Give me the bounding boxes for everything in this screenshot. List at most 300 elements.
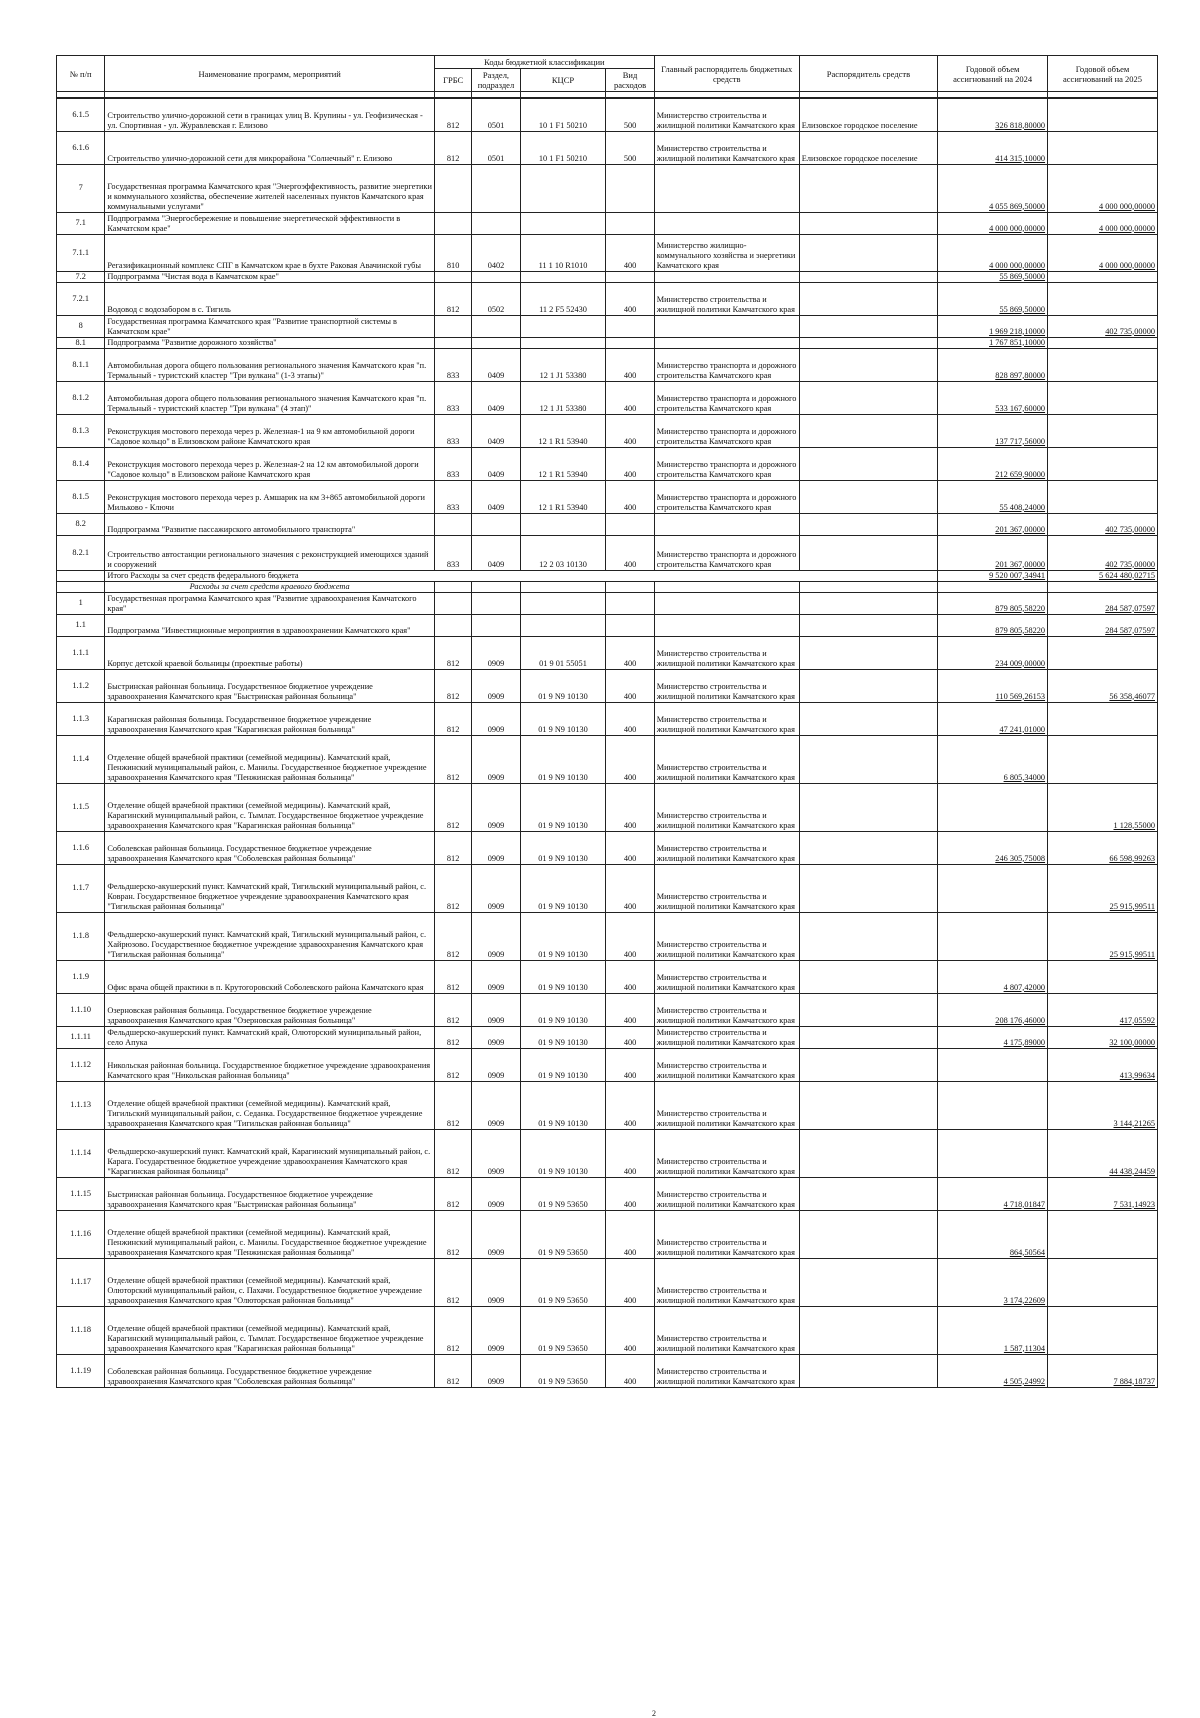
table-row xyxy=(57,993,1158,1026)
cell-section: 0909 xyxy=(472,636,520,669)
header-manager: Распорядитель средств xyxy=(799,56,937,92)
cell-vol-2025 xyxy=(1048,702,1158,735)
cell-main-manager xyxy=(654,164,799,212)
table-row xyxy=(57,535,1158,570)
cell-main-manager: Министерство строительства и жилищной политики Камчатского края xyxy=(654,831,799,864)
cell-vol-2024: 4 000 000,00000 xyxy=(938,234,1048,271)
cell-grbs: 812 xyxy=(434,1258,471,1306)
header-main-manager: Главный распорядитель бюджетных средств xyxy=(654,56,799,92)
cell-main-manager: Министерство строительства и жилищной политики Камчатского края xyxy=(654,1258,799,1306)
table-row xyxy=(57,348,1158,381)
total-row xyxy=(57,570,1158,581)
cell-vol-2025 xyxy=(1048,1258,1158,1306)
cell-kcsr: 11 2 F5 52430 xyxy=(520,282,606,315)
cell-name: Фельдшерско-акушерский пункт. Камчатский край, Тигильский муниципальный район, с. Хайрюзово. Государственное бюджетное учреждение здравоохранения Камчатского края "Тигильская районная больница" xyxy=(105,912,435,960)
cell-vid: 400 xyxy=(606,348,654,381)
cell-manager xyxy=(799,212,937,234)
cell-num: 1.1.6 xyxy=(57,831,105,864)
cell-num: 6.1.5 xyxy=(57,98,105,131)
cell-main-manager: Министерство строительства и жилищной политики Камчатского края xyxy=(654,702,799,735)
cell-vid: 400 xyxy=(606,1081,654,1129)
cell-main-manager xyxy=(654,212,799,234)
cell-manager xyxy=(799,337,937,348)
cell-main-manager xyxy=(654,513,799,535)
cell-section xyxy=(472,212,520,234)
cell-vol-2024: 201 367,00000 xyxy=(938,513,1048,535)
cell-kcsr: 01 9 N9 10130 xyxy=(520,702,606,735)
cell-vid: 400 xyxy=(606,864,654,912)
cell-name: Реконструкция мостового перехода через р. Амшарик на км 3+865 автомобильной дороги Мильково - Ключи xyxy=(105,480,435,513)
cell-main-manager xyxy=(654,337,799,348)
cell-kcsr xyxy=(520,592,606,614)
cell-manager xyxy=(799,1210,937,1258)
table-row xyxy=(57,1026,1158,1048)
cell-name: Государственная программа Камчатского края "Развитие транспортной системы в Камчатском крае" xyxy=(105,315,435,337)
cell-kcsr xyxy=(520,164,606,212)
table-row xyxy=(57,783,1158,831)
cell-num: 8.2.1 xyxy=(57,535,105,570)
cell-kcsr xyxy=(520,315,606,337)
cell-kcsr: 01 9 N9 10130 xyxy=(520,1129,606,1177)
table-row xyxy=(57,131,1158,164)
cell-vid xyxy=(606,271,654,282)
cell-grbs: 812 xyxy=(434,131,471,164)
cell-kcsr xyxy=(520,513,606,535)
section-row xyxy=(57,581,1158,592)
cell-section: 0409 xyxy=(472,535,520,570)
cell-vol-2024 xyxy=(938,864,1048,912)
table-row xyxy=(57,636,1158,669)
cell-name: Автомобильная дорога общего пользования регионального значения Камчатского края "п. Термальный - туристский кластер "Три вулкана" (4 этап)" xyxy=(105,381,435,414)
cell-vol-2025: 402 735,00000 xyxy=(1048,315,1158,337)
table-row xyxy=(57,1354,1158,1387)
cell-main-manager: Министерство строительства и жилищной политики Камчатского края xyxy=(654,1210,799,1258)
cell-manager xyxy=(799,636,937,669)
cell-section xyxy=(472,337,520,348)
cell-vol-2024: 1 767 851,10000 xyxy=(938,337,1048,348)
cell-manager xyxy=(799,535,937,570)
cell-num: 1.1.3 xyxy=(57,702,105,735)
cell-num: 1.1.10 xyxy=(57,993,105,1026)
cell-main-manager xyxy=(654,614,799,636)
cell-kcsr: 01 9 N9 10130 xyxy=(520,831,606,864)
cell-vol-2024: 1 587,11304 xyxy=(938,1306,1048,1354)
cell-num: 8.1 xyxy=(57,337,105,348)
cell-vid xyxy=(606,164,654,212)
cell-manager xyxy=(799,1177,937,1210)
cell-vol-2024: 4 175,89000 xyxy=(938,1026,1048,1048)
cell-name: Соболевская районная больница. Государственное бюджетное учреждение здравоохранения Камчатского края "Соболевская районная больница" xyxy=(105,1354,435,1387)
cell-vol-2024 xyxy=(938,912,1048,960)
cell-main-manager: Министерство строительства и жилищной политики Камчатского края xyxy=(654,1048,799,1081)
cell-vol-2024: 879 805,58220 xyxy=(938,592,1048,614)
header-kcsr: КЦСР xyxy=(520,69,606,92)
cell-vid: 400 xyxy=(606,1129,654,1177)
cell-main-manager: Министерство строительства и жилищной политики Камчатского края xyxy=(654,98,799,131)
cell-vol-2025: 32 100,00000 xyxy=(1048,1026,1158,1048)
cell-vol-2025 xyxy=(1048,960,1158,993)
cell-vol-2024: 4 055 869,50000 xyxy=(938,164,1048,212)
header-name: Наименование программ, мероприятий xyxy=(105,56,435,92)
cell-section: 0501 xyxy=(472,131,520,164)
cell-kcsr: 01 9 N9 10130 xyxy=(520,669,606,702)
cell-vol-2025: 402 735,00000 xyxy=(1048,513,1158,535)
cell-grbs xyxy=(434,315,471,337)
header-section: Раздел, подраздел xyxy=(472,69,520,92)
cell-num: 7.1.1 xyxy=(57,234,105,271)
cell-manager xyxy=(799,1081,937,1129)
cell-num: 6.1.6 xyxy=(57,131,105,164)
cell-kcsr xyxy=(520,271,606,282)
cell-section: 0909 xyxy=(472,1210,520,1258)
cell-vid: 400 xyxy=(606,381,654,414)
table-row xyxy=(57,960,1158,993)
table-row xyxy=(57,1210,1158,1258)
cell-name: Фельдшерско-акушерский пункт. Камчатский край, Тигильский муниципальный район, с. Ковран. Государственное бюджетное учреждение здравоохранения Камчатского края "Тигильская районная больница" xyxy=(105,864,435,912)
cell-vid xyxy=(606,614,654,636)
table-row xyxy=(57,337,1158,348)
cell-grbs xyxy=(434,337,471,348)
cell-vol-2025 xyxy=(1048,282,1158,315)
cell-name: Государственная программа Камчатского края "Энергоэффективность, развитие энергетики и коммунального хозяйства, обеспечение жителей населенных пунктов Камчатского края коммунальными услугами" xyxy=(105,164,435,212)
cell-name: Быстринская районная больница. Государственное бюджетное учреждение здравоохранения Камчатского края "Быстринская районная больница" xyxy=(105,669,435,702)
cell-main-manager: Министерство строительства и жилищной политики Камчатского края xyxy=(654,1081,799,1129)
cell-kcsr: 01 9 01 55051 xyxy=(520,636,606,669)
cell-vol-2024: 55 869,50000 xyxy=(938,282,1048,315)
cell-vol-2024 xyxy=(938,1081,1048,1129)
table-row xyxy=(57,315,1158,337)
cell-vol-2024: 326 818,80000 xyxy=(938,98,1048,131)
cell-vol-2025 xyxy=(1048,271,1158,282)
cell-num: 8.1.5 xyxy=(57,480,105,513)
cell-vol-2024: 246 305,75008 xyxy=(938,831,1048,864)
cell-name: Отделение общей врачебной практики (семейной медицины). Камчатский край, Карагинский муниципальный район, с. Тымлат. Государственное бюджетное учреждение здравоохранения Камчатского края "Карагинская районная больница" xyxy=(105,783,435,831)
cell-vol-2025 xyxy=(1048,1306,1158,1354)
cell-kcsr: 12 1 R1 53940 xyxy=(520,480,606,513)
cell-kcsr: 01 9 N9 10130 xyxy=(520,735,606,783)
cell-section: 0409 xyxy=(472,480,520,513)
cell-section: 0409 xyxy=(472,414,520,447)
cell-vol-2024 xyxy=(938,783,1048,831)
cell-vol-2025: 7 884,18737 xyxy=(1048,1354,1158,1387)
cell-vid: 400 xyxy=(606,831,654,864)
cell-manager xyxy=(799,1306,937,1354)
table-row xyxy=(57,513,1158,535)
table-row xyxy=(57,1048,1158,1081)
cell-main-manager: Министерство строительства и жилищной политики Камчатского края xyxy=(654,864,799,912)
cell-num: 1.1.13 xyxy=(57,1081,105,1129)
cell-name: Подпрограмма "Чистая вода в Камчатском крае" xyxy=(105,271,435,282)
cell-grbs xyxy=(434,271,471,282)
cell-grbs: 812 xyxy=(434,636,471,669)
cell-main-manager: Министерство строительства и жилищной политики Камчатского края xyxy=(654,636,799,669)
cell-vol-2024: 212 659,90000 xyxy=(938,447,1048,480)
cell-num: 7.2 xyxy=(57,271,105,282)
cell-vid: 400 xyxy=(606,993,654,1026)
cell-main-manager: Министерство строительства и жилищной политики Камчатского края xyxy=(654,1129,799,1177)
cell-vol-2025 xyxy=(1048,348,1158,381)
cell-main-manager: Министерство строительства и жилищной политики Камчатского края xyxy=(654,735,799,783)
cell-vol-2025 xyxy=(1048,735,1158,783)
table-row xyxy=(57,1129,1158,1177)
cell-name: Фельдшерско-акушерский пункт. Камчатский край, Олюторский муниципальный район, село Апука xyxy=(105,1026,435,1048)
cell-main-manager: Министерство транспорта и дорожного строительства Камчатского края xyxy=(654,447,799,480)
cell-vol-2024: 4 718,01847 xyxy=(938,1177,1048,1210)
cell-vol-2024: 1 969 218,10000 xyxy=(938,315,1048,337)
cell-section xyxy=(472,614,520,636)
cell-vol-2024: 208 176,46000 xyxy=(938,993,1048,1026)
cell-grbs: 812 xyxy=(434,993,471,1026)
cell-main-manager: Министерство строительства и жилищной политики Камчатского края xyxy=(654,993,799,1026)
cell-vol-2024 xyxy=(938,1129,1048,1177)
table-row xyxy=(57,282,1158,315)
cell-vol-2024: 47 241,01000 xyxy=(938,702,1048,735)
cell-kcsr: 12 1 R1 53940 xyxy=(520,447,606,480)
cell-name: Подпрограмма "Энергосбережение и повышение энергетической эффективности в Камчатском крае" xyxy=(105,212,435,234)
cell-kcsr xyxy=(520,614,606,636)
cell-name: Никольская районная больница. Государственное бюджетное учреждение здравоохранения Камчатского края "Никольская районная больница" xyxy=(105,1048,435,1081)
cell-kcsr: 12 1 R1 53940 xyxy=(520,414,606,447)
cell-vol-2024: 4 000 000,00000 xyxy=(938,212,1048,234)
cell-kcsr: 11 1 10 R1010 xyxy=(520,234,606,271)
cell-vol-2025 xyxy=(1048,381,1158,414)
cell-num: 8.1.2 xyxy=(57,381,105,414)
cell-vid: 400 xyxy=(606,447,654,480)
table-row xyxy=(57,912,1158,960)
cell-vid xyxy=(606,337,654,348)
cell-vol-2025: 402 735,00000 xyxy=(1048,535,1158,570)
cell-main-manager: Министерство транспорта и дорожного строительства Камчатского края xyxy=(654,348,799,381)
header-num: № п/п xyxy=(57,56,105,92)
header-vol-2025: Годовой объем ассигнований на 2025 xyxy=(1048,56,1158,92)
cell-vid xyxy=(606,592,654,614)
cell-vol-2025: 66 598,99263 xyxy=(1048,831,1158,864)
cell-manager xyxy=(799,271,937,282)
cell-name: Отделение общей врачебной практики (семейной медицины). Камчатский край, Олюторский муниципальный район, с. Пахачи. Государственное бюджетное учреждение здравоохранения Камчатского края "Олюторская районная больница" xyxy=(105,1258,435,1306)
cell-name: Отделение общей врачебной практики (семейной медицины). Камчатский край, Пенжинский муниципальный район, с. Манилы. Государственное бюджетное учреждение здравоохранения Камчатского края "Пенжинская районная больница" xyxy=(105,735,435,783)
cell-vid xyxy=(606,212,654,234)
cell-vol-2024: 234 009,00000 xyxy=(938,636,1048,669)
cell-vol-2024: 6 805,34000 xyxy=(938,735,1048,783)
cell-name: Быстринская районная больница. Государственное бюджетное учреждение здравоохранения Камчатского края "Быстринская районная больница" xyxy=(105,1177,435,1210)
cell-main-manager: Министерство строительства и жилищной политики Камчатского края xyxy=(654,1177,799,1210)
cell-section: 0409 xyxy=(472,447,520,480)
cell-grbs: 812 xyxy=(434,735,471,783)
cell-manager xyxy=(799,513,937,535)
cell-vid: 400 xyxy=(606,912,654,960)
cell-grbs: 812 xyxy=(434,1026,471,1048)
cell-vid: 400 xyxy=(606,783,654,831)
cell-grbs: 812 xyxy=(434,864,471,912)
cell-kcsr: 01 9 N9 53650 xyxy=(520,1306,606,1354)
cell-main-manager: Министерство строительства и жилищной политики Камчатского края xyxy=(654,1026,799,1048)
cell-kcsr: 01 9 N9 10130 xyxy=(520,912,606,960)
cell-vol-2025: 413,99634 xyxy=(1048,1048,1158,1081)
cell-vid: 400 xyxy=(606,1258,654,1306)
cell-manager xyxy=(799,735,937,783)
cell-manager xyxy=(799,1258,937,1306)
cell-num: 7.1 xyxy=(57,212,105,234)
cell-vid: 400 xyxy=(606,960,654,993)
table-row xyxy=(57,831,1158,864)
cell-main-manager xyxy=(654,315,799,337)
table-row xyxy=(57,1306,1158,1354)
cell-kcsr: 01 9 N9 10130 xyxy=(520,1081,606,1129)
cell-vid: 500 xyxy=(606,98,654,131)
cell-main-manager: Министерство жилищно-коммунального хозяйства и энергетики Камчатского края xyxy=(654,234,799,271)
header-codes-group: Коды бюджетной классификации xyxy=(434,56,654,69)
cell-vol-2025: 4 000 000,00000 xyxy=(1048,234,1158,271)
cell-vid: 400 xyxy=(606,669,654,702)
cell-vol-2025: 56 358,46077 xyxy=(1048,669,1158,702)
cell-main-manager: Министерство строительства и жилищной политики Камчатского края xyxy=(654,282,799,315)
cell-vol-2024: 4 505,24992 xyxy=(938,1354,1048,1387)
cell-name: Реконструкция мостового перехода через р. Железная-1 на 9 км автомобильной дороги "Садовое кольцо" в Елизовском районе Камчатского края xyxy=(105,414,435,447)
cell-vol-2024: 55 869,50000 xyxy=(938,271,1048,282)
cell-vol-2025 xyxy=(1048,480,1158,513)
table-row xyxy=(57,480,1158,513)
cell-vid: 400 xyxy=(606,1177,654,1210)
cell-num: 8.1.4 xyxy=(57,447,105,480)
cell-section xyxy=(472,513,520,535)
cell-vol-2025: 4 000 000,00000 xyxy=(1048,212,1158,234)
cell-vid xyxy=(606,315,654,337)
cell-name: Соболевская районная больница. Государственное бюджетное учреждение здравоохранения Камчатского края "Соболевская районная больница" xyxy=(105,831,435,864)
cell-num: 1.1.12 xyxy=(57,1048,105,1081)
cell-name: Строительство автостанции регионального значения с реконструкцией имеющихся зданий и сооружений xyxy=(105,535,435,570)
cell-vid: 400 xyxy=(606,735,654,783)
cell-grbs xyxy=(434,212,471,234)
cell-grbs: 833 xyxy=(434,535,471,570)
cell-kcsr: 10 1 F1 50210 xyxy=(520,131,606,164)
cell-vol-2024 xyxy=(938,1048,1048,1081)
cell-section: 0909 xyxy=(472,912,520,960)
cell-section: 0909 xyxy=(472,1354,520,1387)
cell-kcsr xyxy=(520,212,606,234)
cell-main-manager: Министерство строительства и жилищной политики Камчатского края xyxy=(654,960,799,993)
header-vid: Вид расходов xyxy=(606,69,654,92)
page-number: 2 xyxy=(652,1709,656,1718)
cell-name: Регазификационный комплекс СПГ в Камчатском крае в бухте Раковая Авачинской губы xyxy=(105,234,435,271)
cell-manager xyxy=(799,702,937,735)
cell-main-manager xyxy=(654,271,799,282)
cell-vid: 400 xyxy=(606,1354,654,1387)
cell-vol-2025: 284 587,07597 xyxy=(1048,614,1158,636)
cell-main-manager: Министерство строительства и жилищной политики Камчатского края xyxy=(654,1354,799,1387)
cell-manager xyxy=(799,414,937,447)
cell-vid: 500 xyxy=(606,131,654,164)
cell-num: 1.1.18 xyxy=(57,1306,105,1354)
cell-vol-2025 xyxy=(1048,447,1158,480)
cell-grbs: 812 xyxy=(434,1048,471,1081)
cell-num: 1.1.15 xyxy=(57,1177,105,1210)
cell-vol-2025 xyxy=(1048,337,1158,348)
table-row xyxy=(57,1258,1158,1306)
cell-vid: 400 xyxy=(606,282,654,315)
cell-manager xyxy=(799,1354,937,1387)
cell-num: 8.1.3 xyxy=(57,414,105,447)
cell-vid: 400 xyxy=(606,1026,654,1048)
cell-main-manager: Министерство строительства и жилищной политики Камчатского края xyxy=(654,912,799,960)
cell-vol-2024: 137 717,56000 xyxy=(938,414,1048,447)
cell-grbs: 812 xyxy=(434,282,471,315)
cell-num: 1.1.2 xyxy=(57,669,105,702)
cell-section: 0909 xyxy=(472,1258,520,1306)
cell-num: 8 xyxy=(57,315,105,337)
table-row xyxy=(57,414,1158,447)
cell-section: 0409 xyxy=(472,348,520,381)
table-row xyxy=(57,592,1158,614)
cell-section: 0909 xyxy=(472,735,520,783)
cell-manager xyxy=(799,315,937,337)
cell-num: 1.1.9 xyxy=(57,960,105,993)
cell-num: 1.1.5 xyxy=(57,783,105,831)
cell-section: 0909 xyxy=(472,702,520,735)
cell-name: Подпрограмма "Развитие дорожного хозяйства" xyxy=(105,337,435,348)
cell-vol-2025: 3 144,21265 xyxy=(1048,1081,1158,1129)
cell-main-manager: Министерство строительства и жилищной политики Камчатского края xyxy=(654,131,799,164)
cell-num: 1.1.19 xyxy=(57,1354,105,1387)
cell-section xyxy=(472,271,520,282)
cell-vol-2024: 414 315,10000 xyxy=(938,131,1048,164)
cell-grbs: 812 xyxy=(434,1129,471,1177)
cell-name: Офис врача общей практики в п. Крутогоровский Соболевского района Камчатского края xyxy=(105,960,435,993)
cell-manager xyxy=(799,1026,937,1048)
cell-section: 0909 xyxy=(472,783,520,831)
cell-grbs: 833 xyxy=(434,348,471,381)
cell-kcsr: 01 9 N9 53650 xyxy=(520,1210,606,1258)
cell-kcsr: 10 1 F1 50210 xyxy=(520,98,606,131)
total-vol-2025: 5 624 480,02715 xyxy=(1048,570,1158,581)
cell-vol-2024: 864,50564 xyxy=(938,1210,1048,1258)
cell-section: 0909 xyxy=(472,1129,520,1177)
cell-grbs: 812 xyxy=(434,783,471,831)
cell-grbs xyxy=(434,164,471,212)
cell-vol-2024: 828 897,80000 xyxy=(938,348,1048,381)
cell-name: Реконструкция мостового перехода через р. Железная-2 на 12 км автомобильной дороги "Садовое кольцо" в Елизовском районе Камчатского края xyxy=(105,447,435,480)
cell-grbs: 812 xyxy=(434,912,471,960)
cell-grbs: 812 xyxy=(434,1177,471,1210)
cell-manager xyxy=(799,1129,937,1177)
cell-section xyxy=(472,592,520,614)
cell-manager: Елизовское городское поселение xyxy=(799,131,937,164)
cell-manager xyxy=(799,669,937,702)
cell-num: 8.1.1 xyxy=(57,348,105,381)
cell-kcsr xyxy=(520,337,606,348)
cell-manager xyxy=(799,480,937,513)
cell-manager xyxy=(799,783,937,831)
cell-vol-2025: 417,05592 xyxy=(1048,993,1158,1026)
cell-kcsr: 01 9 N9 53650 xyxy=(520,1354,606,1387)
cell-manager xyxy=(799,282,937,315)
cell-section: 0909 xyxy=(472,1048,520,1081)
cell-vol-2024: 55 408,24000 xyxy=(938,480,1048,513)
cell-num: 8.2 xyxy=(57,513,105,535)
cell-section: 0402 xyxy=(472,234,520,271)
cell-manager: Елизовское городское поселение xyxy=(799,98,937,131)
cell-name: Водовод с водозабором в с. Тигиль xyxy=(105,282,435,315)
cell-grbs xyxy=(434,614,471,636)
table-row xyxy=(57,234,1158,271)
cell-grbs xyxy=(434,592,471,614)
header-grbs: ГРБС xyxy=(434,69,471,92)
cell-num: 1.1.14 xyxy=(57,1129,105,1177)
section-title: Расходы за счет средств краевого бюджета xyxy=(105,581,435,592)
cell-manager xyxy=(799,447,937,480)
cell-name: Корпус детской краевой больницы (проектные работы) xyxy=(105,636,435,669)
cell-vol-2025: 1 128,55000 xyxy=(1048,783,1158,831)
cell-vid: 400 xyxy=(606,1306,654,1354)
